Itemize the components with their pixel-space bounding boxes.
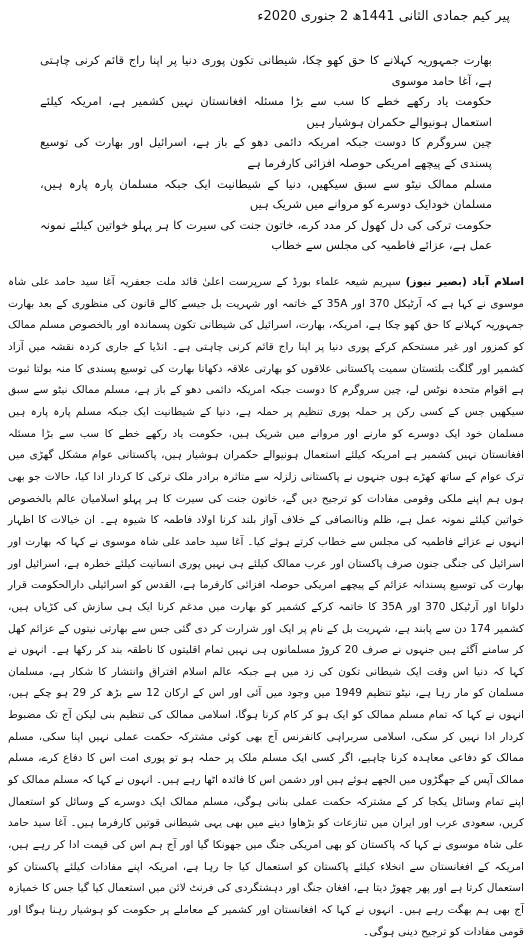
- byline: اسلام آباد (بصیر نیوز): [405, 276, 524, 288]
- article-body: [8, 272, 524, 943]
- highlight-line: مسلم ممالک نیٹو سے سبق سیکھیں، دنیا کے شیطانیت ایک جبکہ مسلمان پارہ پارہ ہیں، مسلمان خودایک دوسرے کو مروانے میں شریک ہیں: [40, 176, 492, 212]
- article-text: سپریم شیعہ علماء بورڈ کے سرپرست اعلیٰ قائد ملت جعفریہ آغا سید حامد علی شاہ موسوی نے کہا ہے کہ آرٹیکل 370 اور 35A کے خاتمہ اور شہریت بل جیسے کالے قانون کی منظوری کے بعد بھارت جمہوریہ کہلانے کا حق کھو چکا ہے، امریکہ، بھارت، اسرائیل کی شیطانی تکون پسماندہ اور بالخصوص مسلم ممالک کو کمزور اور غیر مستحکم کرکے پوری دنیا پر اپنا راج قائم کرنی چاہتی ہے۔ انڈیا کے جاری کردہ نقشہ میں آزاد کشمیر اور گلگت بلتستان سمیت پاکستانی علاقوں کو بھارتی علاقہ دکھانا بھارت کی توسیع پسندی کا منہ بولتا ثبوت ہے اقوام متحدہ نوٹس لے، چین سروگرم کا دوست جبکہ امریکہ دائمی دھو کے باز ہے، مسلم ممالک نیٹو سے سبق سیکھیں جس کے کسی رکن پر حملہ پوری تنظیم پر حملہ ہے، دنیا کے شیطانیت ایک جبکہ مسلم پارہ پارہ ہیں مسلمان خود ایک دوسرے کو مارنے اور مروانے میں شریک ہیں، حکومت یاد رکھے خطے کا سب سے بڑا مسئلہ افغانستان نہیں کشمیر ہے امریکہ کیلئے استعمال ہونیوالے حکمران ہوشیار ہیں، پاکستانی عوام مشکل گھڑی میں ترک عوام کے ساتھ کھڑے ہوں جنہوں نے پاکستانی زلزلہ سے متاثرہ برادر ملک ترکی کا کردار ادا کیا، حالات جو بھی ہوں ہم اپنے ملکی وقومی مفادات کو ترجیح دیں گے، خاتون جنت کی سیرت کا ہر پہلو اسلامیان عالم بالخصوص خواتین کیلئے نمونہ عمل ہے، ظلم وناانصافی کے خلاف آواز بلند کرنا اولاد فاطمہ کا شیوہ ہے۔ ان خیالات کا اظہار انہوں نے عزائے فاطمیہ کی مجلس سے خطاب کرتے ہوئے کیا۔ آغا سید حامد علی شاہ موسوی نے کہا کہ بھارت اور اسرائیل کی جنگی جنون صرف پاکستان اور عرب ممالک کیلئے ہی نہیں پوری انسانیت کیلئے خطرہ ہے، اسرائیل اور بھارت کی توسیع پسندانہ عزائم کے پیچھے امریکی حوصلہ افزائی کارفرما ہے، القدس کو اسرائیلی دارالحکومت قرار دلوانا اور آرٹیکل 370 اور 35A کا خاتمہ کرکے کشمیر کو بھارت میں مدغم کرنا ایک ہی سازش کی کڑیاں ہیں، کشمیر 174 دن سے پابند ہے، شہریت بل کے نام پر ایک اور شرارت کر دی گئی جس سے بھارتی نیتوں کے عزائم کھل کر سامنے آگئے ہیں جنہوں نے صرف 20 کروڑ مسلمانوں ہی نہیں تمام اقلیتوں کا ناطقہ بند کر رکھا ہے۔ انہوں نے کہا کہ دنیا اس وقت ایک شیطانی تکون کی زد میں ہے جبکہ عالم اسلام افتراق وانتشار کا شکار ہے، مسلمان مسلمان کو مار رہا ہے، نیٹو تنظیم 1949 میں وجود میں آئی اور اس کے ارکان 12 سے بڑھ کر 29 ہو چکے ہیں، انہوں نے کہا کہ تمام مسلم ممالک کو ایک ہو کر کام کرنا ہوگا، اسلامی ممالک کی تنظیم بنی لیکن آج تک مضبوط کردار ادا نہیں کر سکی، اسلامی سربراہی کانفرنس آج بھی کوئی مشترکہ حکمت عملی نہیں اپنا سکی، مسلم ممالک کو دفاعی معاہدہ کرنا چاہیے، اگر کسی ایک مسلم ملک پر حملہ ہو تو پوری امت اس کا دفاع کرے، مسلم ممالک آپس کے جھگڑوں میں الجھے ہوئے ہیں اور دشمن اس کا فائدہ اٹھا رہے ہیں۔ انہوں نے کہا کہ مسلم ممالک کو اپنے تمام وسائل یکجا کر کے مشترکہ حکمت عملی بنانی ہوگی، مسلم ممالک ایک دوسرے کے وسائل کو استعمال کریں، سعودی عرب اور ایران میں تنازعات کو بڑھاوا دینے میں بھی یہی شیطانی قوتیں کارفرما ہیں۔ آغا سید حامد علی شاہ موسوی نے کہا کہ پاکستان کو بھی امریکی جنگ میں جھونکا گیا اور آج ہم اس کی قیمت ادا کر رہے ہیں، امریکہ کے افغانستان سے انخلاء کیلئے پاکستان کو استعمال کیا جا رہا ہے، امریکہ اپنے مفادات کیلئے پاکستان کو استعمال کرتا ہے اور پھر چھوڑ دیتا ہے، افغان جنگ اور دہشتگردی کی فرنٹ لائن میں استعمال کیا گیا جس کا خمیازہ آج بھی ہم بھگت رہے ہیں۔ انہوں نے کہا کہ افغانستان اور کشمیر کے معاملے پر حکومت کو ہوشیار رہنا ہوگا اور قومی مفادات کو ترجیح دینی ہوگی۔: [8, 276, 525, 938]
- dateline: پیر کیم جمادی الثانی 1441ھ 2 جنوری 2020ء: [257, 9, 510, 24]
- highlight-line: بھارت جمہوریہ کہلانے کا حق کھو چکا، شیطانی تکون پوری دنیا پر اپنا راج قائم کرنی چاہتی ہے، آغا حامد موسوی: [40, 53, 492, 88]
- highlight-line: حکومت ترکی کی دل کھول کر مدد کرے، خاتون جنت کی سیرت کا ہر پہلو خواتین کیلئے نمونہ عمل ہے، عزائے فاطمیہ کی مجلس سے خطاب: [40, 217, 492, 253]
- highlight-line: چین سروگرم کا دوست جبکہ امریکہ دائمی دھو کے باز ہے، اسرائیل اور بھارت کی توسیع پسندی کے پیچھے امریکی حوصلہ افزائی کارفرما ہے: [40, 135, 492, 170]
- highlight-line: حکومت یاد رکھے خطے کا سب سے بڑا مسئلہ افغانستان نہیں کشمیر ہے، امریکہ کیلئے استعمال ہونیوالے حکمران ہوشیار ہیں: [40, 94, 492, 129]
- headline-highlights: [40, 50, 492, 256]
